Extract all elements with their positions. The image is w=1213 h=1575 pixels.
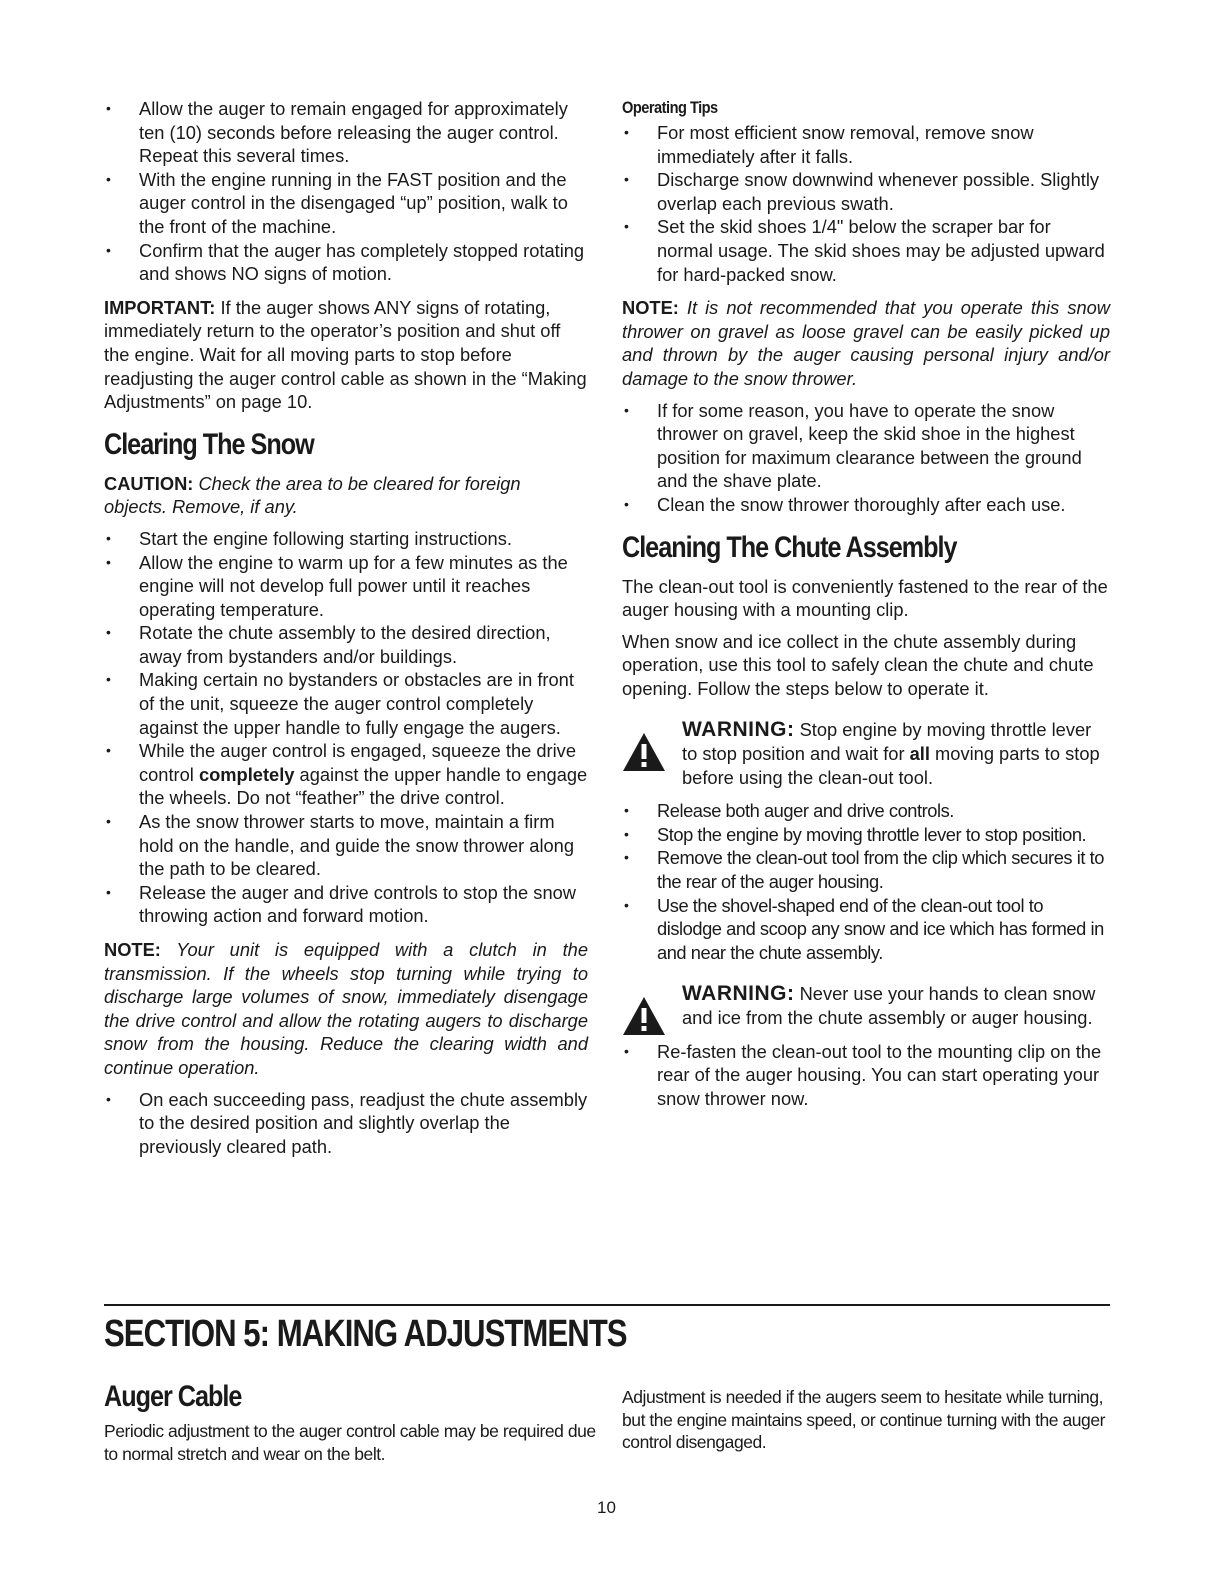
chute-heading: Cleaning The Chute Assembly [622,530,957,564]
note-text: Your unit is equipped with a clutch in the transmission. If the wheels stop turning while trying to discharge large volumes of snow, immediately disengage the drive control and allow the rotating augers to discharge snow from the housing. Reduce the clearing width and continue operation. [104,939,588,1078]
list-item: • Set the skid shoes 1/4" below the scraper bar for normal usage. The skid shoes may be adjusted upward for hard-packed snow. [622,215,1110,286]
auger-check-list [104,97,588,286]
warning-text: Stop engine by moving throttle lever to stop position and wait for [682,719,1092,765]
list-item: • Making certain no bystanders or obstacles are in front of the unit, squeeze the auger control completely against the upper handle to fully engage the augers. [104,668,588,739]
warning-triangle-icon [622,732,666,772]
warning-stop-engine [622,718,1110,789]
chute-paragraph-2: When snow and ice collect in the chute assembly during operation, use this tool to safely clean the chute and chute opening. Follow the steps below to operate it. [622,630,1094,699]
gravel-note [622,296,1110,390]
list-item: • If for some reason, you have to operate the snow thrower on gravel, keep the skid shoe in the highest position for maximum clearance between the ground and the shave plate. [622,399,1110,493]
list-item: • Rotate the chute assembly to the desired direction, away from bystanders and/or buildings. [104,621,588,668]
clutch-note [104,938,588,1080]
section-title: SECTION 5: MAKING ADJUSTMENTS [104,1313,627,1355]
list-item: • As the snow thrower starts to move, maintain a firm hold on the handle, and guide the snow thrower along the path to be cleared. [104,810,588,881]
list-item: • Stop the engine by moving throttle lever to stop position. [622,823,1110,847]
operating-tips-heading: Operating Tips [622,98,718,117]
clean-out-steps [622,799,1110,964]
list-item: • Confirm that the auger has completely stopped rotating and shows NO signs of motion. [104,239,588,286]
important-text: If the auger shows ANY signs of rotating, immediately return to the operator’s position and shut off the engine. Wait for all moving parts to stop before readjusting the auger control cable as shown in the “Making Adjustments” on page 10. [104,296,587,413]
list-item: • With the engine running in the FAST position and the auger control in the disengaged “up” position, walk to the front of the machine. [104,168,588,239]
important-paragraph [104,296,588,414]
operating-tips-list [622,121,1110,286]
list-item: • Allow the auger to remain engaged for approximately ten (10) seconds before releasing the auger control. Repeat this several times. [104,97,588,168]
list-item: • Use the shovel-shaped end of the clean-out tool to dislodge and scoop any snow and ice which has formed in and near the chute assembly. [622,894,1110,965]
caution-text: Check the area to be cleared for foreign objects. Remove, if any. [104,472,521,518]
list-item: • On each succeeding pass, readjust the chute assembly to the desired position and slightly overlap the previously cleared path. [104,1088,588,1159]
warning-text: Never use your hands to clean snow and ice from the chute assembly or auger housing. [682,983,1096,1028]
list-item: • Release both auger and drive controls. [622,799,1110,823]
list-item: • For most efficient snow removal, remove snow immediately after it falls. [622,121,1110,168]
note-text: It is not recommended that you operate this snow thrower on gravel as loose gravel can be easily picked up and thrown by the auger causing personal injury and/or damage to the snow thrower. [622,297,1110,389]
completely-emphasis: completely [198,763,295,785]
caution-paragraph [104,472,588,519]
clearing-heading: Clearing The Snow [104,427,314,461]
list-item: • Remove the clean-out tool from the clip which secures it to the rear of the auger housing. [622,846,1110,893]
warning-triangle-icon [622,996,666,1036]
left-column [104,97,588,1168]
refasten-list [622,1040,1110,1111]
list-item: • Clean the snow thrower thoroughly after each use. [622,493,1110,517]
chute-paragraph-1: The clean-out tool is conveniently fastened to the rear of the auger housing with a mounting clip. [622,575,1108,621]
list-item: • Discharge snow downwind whenever possible. Slightly overlap each previous swath. [622,168,1110,215]
auger-cable-text-right: Adjustment is needed if the augers seem to hesitate while turning, but the engine maintains speed, or continue turning with the auger control disengaged. [622,1387,1106,1452]
drive-control-text-end: against the upper handle to engage the wheels. Do not “feather” the drive control. [139,763,588,809]
note-label: NOTE: [622,297,679,319]
list-item: • Allow the engine to warm up for a few minutes as the engine will not develop full power until it reaches operating temperature. [104,551,588,622]
succeeding-pass-list [104,1088,588,1159]
list-item: • Re-fasten the clean-out tool to the mounting clip on the rear of the auger housing. You can start operating your snow thrower now. [622,1040,1110,1111]
auger-cable-left [104,1380,604,1465]
all-emphasis: all [909,743,930,765]
list-item: • Release the auger and drive controls to stop the snow throwing action and forward motion. [104,881,588,928]
auger-cable-right [622,1386,1110,1454]
list-item [104,739,588,810]
right-column [622,97,1110,1120]
warning-hands [622,982,1110,1029]
warning-text-end: moving parts to stop before using the clean-out tool. [682,743,1100,788]
warning-label: WARNING: [682,718,795,742]
auger-cable-heading: Auger Cable [104,1380,242,1413]
note-label: NOTE: [104,939,161,960]
clearing-steps [104,527,588,928]
drive-control-text: While the auger control is engaged, squeeze the drive control [139,740,576,785]
caution-label: CAUTION: [104,472,194,494]
important-label: IMPORTANT: [104,296,216,318]
auger-cable-text-left: Periodic adjustment to the auger control cable may be required due to normal stretch and wear on the belt. [104,1421,596,1464]
list-item: • Start the engine following starting instructions. [104,527,588,551]
page-number: 10 [597,1498,616,1517]
gravel-list [622,399,1110,517]
warning-label: WARNING: [682,982,795,1006]
section-divider [104,1304,1110,1306]
